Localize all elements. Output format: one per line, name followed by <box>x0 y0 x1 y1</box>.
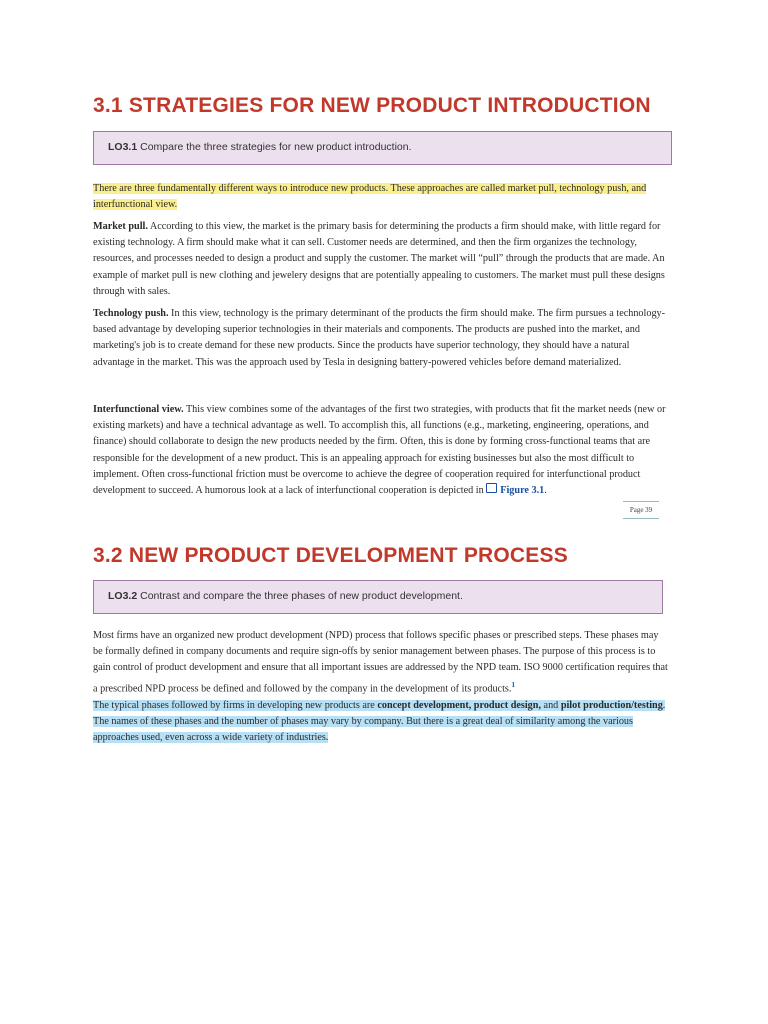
npd-text: Most firms have an organized new product development (NPD) process that follows specific phases or prescribed steps. These phases may be formally defined in company documents and require sign-offs by senior management between phases. The purpose of this process is to gain control of product development and ensure that all important issues are addressed by the NPD team. ISO 9000 certification requires that a prescribed NPD process be defined and followed by the company in the development of its products. <box>93 630 668 694</box>
technology-push-text: In this view, technology is the primary determinant of the products the firm should make. The firm pursues a technology-based advantage by developing superior technologies in their materials and components. The products are pushed into the market, and marketing's job is to create demand for these new products. Since the products have superior technology, they should have a natural advantage in the market. This was the approach used by Tesla in designing battery-powered vehicles before demand materialized. <box>93 308 666 368</box>
trailing-period: . <box>544 485 547 497</box>
lo-code: LO3.2 <box>108 590 138 602</box>
phases-text-and: and <box>541 700 561 711</box>
interfunctional-paragraph <box>93 402 669 499</box>
section-number: 3.2 <box>93 544 123 567</box>
section-heading-3-1 <box>93 94 651 118</box>
highlighted-text: There are three fundamentally different ways to introduce new products. These approaches are called market pull, technology push, and interfunctional view. <box>93 183 647 211</box>
figure-3-1-link[interactable]: Figure 3.1 <box>500 485 545 497</box>
lo-code: LO3.1 <box>108 141 138 153</box>
page-reference: Page 39 <box>623 501 659 519</box>
section-heading-3-2 <box>93 544 568 568</box>
footnote-link[interactable]: 1 <box>511 680 515 689</box>
phase-terms-1: concept development, product design, <box>377 700 541 711</box>
npd-paragraph <box>93 628 669 697</box>
phases-paragraph <box>93 698 669 747</box>
term-technology-push: Technology push. <box>93 308 169 319</box>
section-number: 3.1 <box>93 94 123 117</box>
lo-text: Compare the three strategies for new product introduction. <box>140 141 412 153</box>
market-pull-paragraph <box>93 219 669 300</box>
learning-objective-box <box>93 131 672 165</box>
market-pull-text: According to this view, the market is the primary basis for determining the products a firm should make, with little regard for existing technology. A firm should make what it can sell. Customer needs are determined, and then the firm organizes the technology, resources, and processes needed to design a product and supply the customer. The market will “pull” through the products that are made. An example of market pull is new clothing and jewelery designs that are potentially appealing to customers. The market must pull these designs through with sales. <box>93 221 665 297</box>
phases-text-a: The typical phases followed by firms in developing new products are <box>93 700 378 711</box>
term-market-pull: Market pull. <box>93 221 148 232</box>
lo-text: Contrast and compare the three phases of new product development. <box>140 590 463 602</box>
phases-text-d: . The names of these phases and the number of phases may vary by company. But there is a great deal of similarity among the various approaches used, even across a wide variety of industries. <box>93 700 666 744</box>
external-link-icon[interactable] <box>486 483 497 493</box>
section-title: NEW PRODUCT DEVELOPMENT PROCESS <box>128 544 568 567</box>
phase-terms-2: pilot production/testing <box>560 700 663 711</box>
section-title: STRATEGIES FOR NEW PRODUCT INTRODUCTION <box>128 94 651 117</box>
term-interfunctional-view: Interfunctional view. <box>93 404 184 415</box>
highlighted-text <box>93 700 665 743</box>
learning-objective-box <box>93 580 663 614</box>
technology-push-paragraph <box>93 306 669 371</box>
interfunctional-text: This view combines some of the advantages of the first two strategies, with products that fit the market needs (new or existing markets) and have a technical advantage as well. To accomplish this, all functions (e.g., marketing, engineering, operations, and finance) should collaborate to design the new products needed by the firm. Often, this is done by forming cross-functional teams that are responsible for the development of a new product. This is an appealing approach for existing businesses but also the most difficult to implement. Often cross-functional friction must be overcome to achieve the degree of cooperation required for interfunctional product development to succeed. A humorous look at a lack of interfunctional cooperation is depicted in <box>93 404 666 497</box>
intro-paragraph <box>93 181 669 213</box>
